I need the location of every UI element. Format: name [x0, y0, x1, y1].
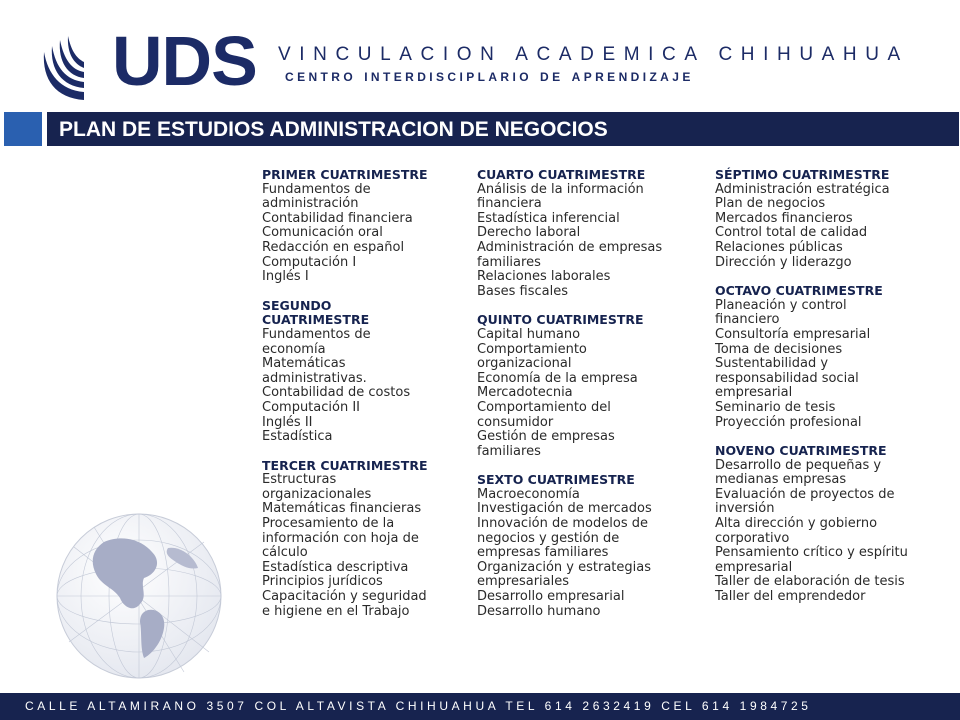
- semester-section: [477, 473, 673, 619]
- course-item: Mercadotecnia: [477, 385, 573, 401]
- course-item: Evaluación de proyectos de inversión: [715, 486, 895, 517]
- course-item: Matemáticas administrativas.: [262, 356, 367, 386]
- course-item: Matemáticas financieras: [262, 501, 422, 517]
- title-bar-accent: [4, 112, 42, 146]
- course-item: Toma de decisiones: [715, 341, 843, 357]
- curriculum-column-2: [477, 168, 673, 633]
- course-item: Capacitación y seguridad e higiene en el Trabajo: [262, 589, 427, 619]
- course-item: Mercados financieros: [715, 210, 853, 226]
- course-item: Consultoría empresarial: [715, 326, 871, 342]
- course-item: Estructuras organizacionales: [262, 472, 372, 502]
- course-item: Control total de calidad: [715, 225, 868, 241]
- course-item: Seminario de tesis: [715, 399, 836, 415]
- course-item: Relaciones laborales: [477, 269, 611, 285]
- title-bar: [47, 112, 959, 146]
- leaf-emblem-icon: [38, 34, 118, 104]
- course-item: Dirección y liderazgo: [715, 254, 852, 270]
- course-item: Bases fiscales: [477, 283, 569, 299]
- course-item: Organización y estrategias empresariales: [477, 559, 651, 590]
- course-item: Taller del emprendedor: [715, 589, 866, 605]
- curriculum-column-1: [262, 168, 434, 633]
- header-title: VINCULACION ACADEMICA CHIHUAHUA: [278, 44, 909, 65]
- semester-title: NOVENO CUATRIMESTRE: [715, 443, 887, 459]
- course-item: Computación II: [262, 399, 361, 415]
- course-item: Procesamiento de la información con hoja de cálculo: [262, 516, 419, 561]
- semester-title: OCTAVO CUATRIMESTRE: [715, 283, 883, 299]
- logo-wordmark: UDS: [112, 22, 257, 100]
- course-item: Análisis de la información financiera: [477, 181, 644, 212]
- course-item: Fundamentos de economía: [262, 326, 371, 357]
- semester-section: [262, 299, 434, 445]
- course-item: Fundamentos de administración: [262, 181, 371, 212]
- course-item: Desarrollo de pequeñas y medianas empresas: [715, 457, 882, 488]
- course-item: Relaciones públicas: [715, 239, 843, 255]
- course-item: Capital humano: [477, 326, 581, 342]
- course-item: Desarrollo humano: [477, 603, 601, 619]
- course-item: Desarrollo empresarial: [477, 589, 625, 605]
- semester-section: [262, 459, 434, 620]
- course-item: Computación I: [262, 254, 357, 270]
- course-item: Comportamiento organizacional: [477, 341, 587, 372]
- header-subtitle: centro interdisciplario de aprendizaje: [285, 66, 694, 85]
- semester-title: QUINTO CUATRIMESTRE: [477, 312, 644, 328]
- course-item: Gestión de empresas familiares: [477, 429, 615, 459]
- course-item: Macroeconomía: [477, 486, 580, 502]
- course-item: Investigación de mercados: [477, 501, 652, 517]
- course-item: Derecho laboral: [477, 225, 581, 241]
- course-item: Economía de la empresa: [477, 370, 638, 386]
- page-title: PLAN DE ESTUDIOS ADMINISTRACION DE NEGOCIOS: [59, 118, 608, 141]
- uds-logo: [38, 22, 257, 104]
- course-item: Contabilidad financiera: [262, 210, 413, 226]
- course-item: Redacción en español: [262, 239, 405, 255]
- semester-section: [477, 168, 673, 299]
- semester-title: CUARTO CUATRIMESTRE: [477, 167, 646, 182]
- course-item: Estadística: [262, 429, 333, 445]
- semester-title: SEGUNDO CUATRIMESTRE: [262, 297, 370, 328]
- course-item: Plan de negocios: [715, 196, 826, 212]
- course-item: Contabilidad de costos: [262, 385, 411, 401]
- course-item: Estadística descriptiva: [262, 559, 409, 575]
- semester-section: [715, 168, 915, 270]
- course-item: Taller de elaboración de tesis: [715, 574, 905, 590]
- semester-section: [262, 168, 434, 285]
- semester-title: PRIMER CUATRIMESTRE: [262, 167, 428, 182]
- footer-bar: [0, 693, 960, 720]
- course-item: Administración estratégica: [715, 181, 890, 197]
- semester-section: [715, 284, 915, 430]
- course-item: Inglés II: [262, 414, 313, 430]
- course-item: Planeación y control financiero: [715, 297, 847, 328]
- semester-section: [477, 313, 673, 459]
- curriculum-column-3: [715, 168, 915, 619]
- semester-title: SEXTO CUATRIMESTRE: [477, 472, 635, 488]
- course-item: Pensamiento crítico y espíritu empresarial: [715, 545, 908, 575]
- course-item: Proyección profesional: [715, 414, 862, 430]
- course-item: Sustentabilidad y responsabilidad social empresarial: [715, 356, 859, 401]
- course-item: Comunicación oral: [262, 225, 383, 241]
- course-item: Estadística inferencial: [477, 210, 620, 226]
- semester-title: TERCER CUATRIMESTRE: [262, 457, 428, 473]
- footer-contact: CALLE ALTAMIRANO 3507 COL ALTAVISTA CHIHUAHUA TEL 614 2632419 CEL 614 1984725: [25, 699, 812, 713]
- semester-section: [715, 444, 915, 605]
- course-item: Administración de empresas familiares: [477, 239, 663, 270]
- course-item: Principios jurídicos: [262, 574, 383, 590]
- course-item: Innovación de modelos de negocios y gestión de empresas familiares: [477, 516, 648, 561]
- course-item: Comportamiento del consumidor: [477, 399, 611, 430]
- course-item: Alta dirección y gobierno corporativo: [715, 516, 878, 546]
- globe-icon: [44, 512, 234, 680]
- course-item: Inglés I: [262, 269, 309, 285]
- semester-title: SÉPTIMO CUATRIMESTRE: [715, 167, 890, 182]
